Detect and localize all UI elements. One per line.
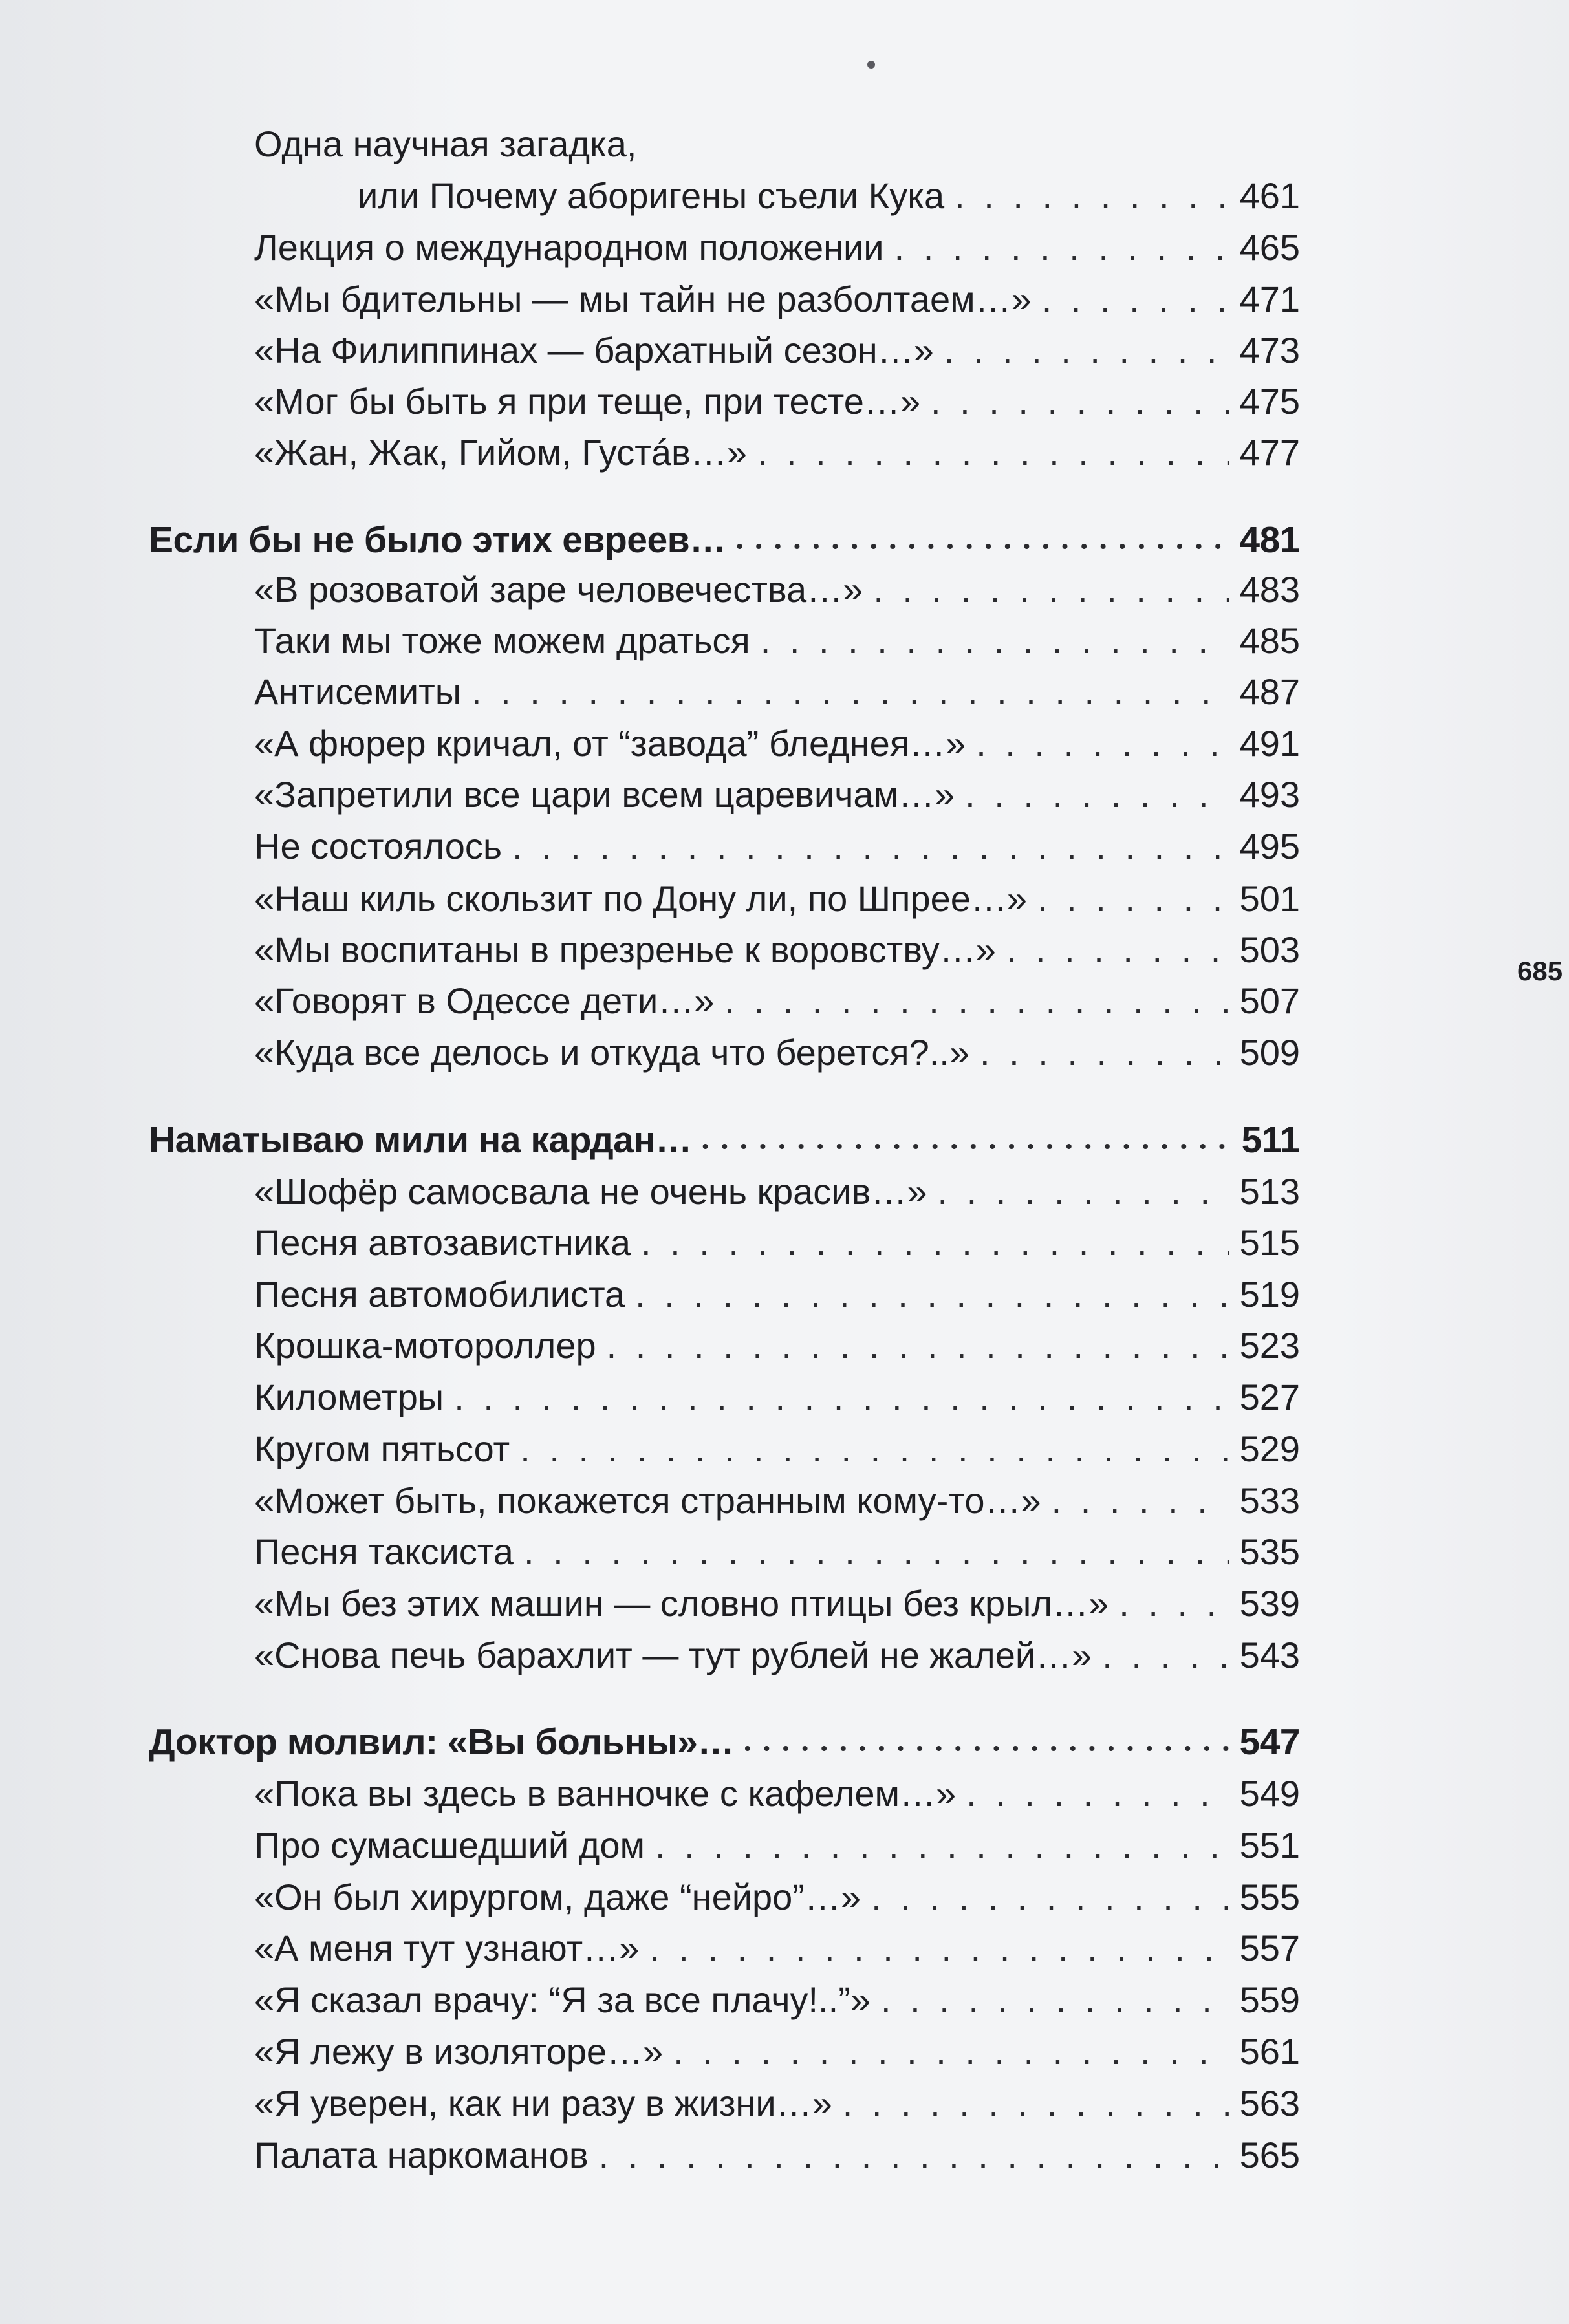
toc-entry xyxy=(254,718,1300,769)
toc-entry-title: «Снова печь барахлит — тут рублей не жалей…» xyxy=(254,1635,1092,1675)
toc-entry-page: 555 xyxy=(1239,1877,1300,1917)
toc-leader-dots xyxy=(599,2129,1229,2181)
toc-entry xyxy=(254,975,1300,1027)
toc-entry xyxy=(254,1027,1300,1079)
toc-entry-title: Песня таксиста xyxy=(254,1531,514,1572)
toc-entry-title: «Мы воспитаны в презренье к воровству…» xyxy=(254,929,996,970)
toc-section-title: Наматываю мили на кардан… xyxy=(149,1119,692,1161)
toc-leader-dots xyxy=(1006,924,1229,976)
toc-entry-title: Лекция о международном положении xyxy=(254,227,884,268)
toc-entry-page: 465 xyxy=(1239,227,1300,268)
toc-leader-dots xyxy=(937,1166,1229,1218)
toc-entry xyxy=(254,1526,1300,1578)
toc-entry-title: или Почему аборигены съели Кука xyxy=(358,175,945,216)
toc-entry xyxy=(254,1372,1300,1423)
toc-leader-dots xyxy=(673,2026,1229,2078)
toc-entry xyxy=(254,873,1300,925)
toc-entry-page: 561 xyxy=(1239,2031,1300,2072)
toc-leader-dots xyxy=(471,666,1229,718)
toc-entry-title: «Шофёр самосвала не очень красив…» xyxy=(254,1171,927,1212)
toc-leader-dots xyxy=(1102,1630,1229,1681)
toc-section-page: 511 xyxy=(1241,1119,1300,1161)
toc-entry xyxy=(254,274,1300,325)
toc-entry-title: «Я уверен, как ни разу в жизни…» xyxy=(254,2083,832,2124)
toc-entry-title: «Я лежу в изоляторе…» xyxy=(254,2031,664,2072)
toc-entry-title: Не состоялось xyxy=(254,826,503,866)
toc-leader-dots xyxy=(607,1320,1229,1372)
toc-entry xyxy=(254,325,1300,376)
toc-leader-dots xyxy=(512,821,1229,872)
toc-entry-page: 493 xyxy=(1239,774,1300,815)
toc-entry xyxy=(254,1217,1300,1269)
toc-entry-title: Таки мы тоже можем драться xyxy=(254,620,750,661)
toc-entry-title: Песня автомобилиста xyxy=(254,1274,625,1315)
toc-entry xyxy=(254,1166,1300,1218)
toc-entry-page: 509 xyxy=(1239,1032,1300,1073)
toc-section-title: Если бы не было этих евреев… xyxy=(149,519,726,561)
toc-leader-dots xyxy=(649,1922,1229,1974)
toc-section-heading xyxy=(149,514,1300,566)
toc-entry-page: 523 xyxy=(1239,1325,1300,1366)
toc-entry-title: Песня автозавистника xyxy=(254,1222,631,1263)
toc-leader-dots xyxy=(843,2078,1229,2129)
toc-entry xyxy=(254,1269,1300,1320)
toc-entry xyxy=(254,821,1300,872)
toc-entry-page: 559 xyxy=(1239,1979,1300,2020)
toc-entry-title: «Куда все делось и откуда что берется?..» xyxy=(254,1032,969,1073)
toc-entry-title: «Запретили все цари всем царевичам…» xyxy=(254,774,955,815)
toc-entry-title: Кругом пятьсот xyxy=(254,1428,510,1469)
toc-leader-dots xyxy=(655,1820,1229,1871)
toc-leader-dots xyxy=(761,615,1229,667)
toc-entry xyxy=(254,2078,1300,2129)
toc-entry-title: Про сумасшедший дом xyxy=(254,1825,645,1866)
toc-section-page: 481 xyxy=(1239,519,1300,561)
toc-entry-page: 551 xyxy=(1239,1825,1300,1866)
toc-entry-title: Антисемиты xyxy=(254,671,462,712)
toc-entry-title: «В розоватой заре человечества…» xyxy=(254,569,863,610)
toc-leader-dots xyxy=(1037,873,1229,925)
toc-entry xyxy=(254,924,1300,976)
toc-entry-title: «Наш киль скользит по Дону ли, по Шпрее…» xyxy=(254,878,1028,919)
toc-entry-title: «Жан, Жак, Гийом, Густáв…» xyxy=(254,432,747,473)
toc-leader-dots xyxy=(641,1217,1229,1269)
toc-entry xyxy=(254,1768,1300,1820)
toc-entry-title: «А меня тут узнают…» xyxy=(254,1928,640,1968)
toc-leader-dots xyxy=(454,1372,1229,1423)
toc-entry-title: Километры xyxy=(254,1377,444,1417)
toc-leader-dots xyxy=(944,325,1229,376)
toc-leader-dots xyxy=(965,769,1229,821)
toc-entry-title: Палата наркоманов xyxy=(254,2135,589,2175)
toc-entry-title: «На Филиппинах — бархатный сезон…» xyxy=(254,330,934,371)
toc-entry-page: 471 xyxy=(1239,279,1300,319)
toc-leader-dots xyxy=(881,1974,1229,2026)
toc-entry xyxy=(254,1578,1300,1630)
toc-entry-title-part1: Одна научная загадка, xyxy=(254,124,637,164)
toc-entry xyxy=(254,564,1300,616)
toc-entry-page: 495 xyxy=(1239,826,1300,866)
toc-entry-page: 533 xyxy=(1239,1480,1300,1521)
toc-leader-dots xyxy=(702,1114,1231,1172)
toc-entry xyxy=(254,427,1300,479)
toc-section-heading xyxy=(149,1716,1300,1768)
toc-entry-page: 539 xyxy=(1239,1583,1300,1624)
toc-entry-page: 563 xyxy=(1239,2083,1300,2124)
toc-leader-dots xyxy=(931,376,1229,427)
toc-section-title: Доктор молвил: «Вы больны»… xyxy=(149,1721,734,1763)
toc-entry-page: 473 xyxy=(1239,330,1300,371)
toc-leader-dots xyxy=(524,1526,1229,1578)
toc-entry-page: 475 xyxy=(1239,381,1300,422)
toc-entry-page: 565 xyxy=(1239,2135,1300,2175)
toc-leader-dots xyxy=(724,975,1229,1027)
toc-leader-dots xyxy=(871,1871,1229,1923)
toc-leader-dots xyxy=(1119,1578,1229,1630)
toc-entry-title: «Он был хирургом, даже “нейро”…» xyxy=(254,1877,861,1917)
toc-entry-page: 515 xyxy=(1239,1222,1300,1263)
toc-entry-page: 519 xyxy=(1239,1274,1300,1315)
toc-entry-title: «Мы без этих машин — словно птицы без крыл…» xyxy=(254,1583,1109,1624)
toc-leader-dots xyxy=(757,427,1229,479)
toc-entry-page: 461 xyxy=(1239,175,1300,216)
toc-entry-page: 501 xyxy=(1239,878,1300,919)
toc-entry xyxy=(254,769,1300,821)
toc-leader-dots xyxy=(1052,1475,1229,1527)
toc-entry-page: 483 xyxy=(1239,569,1300,610)
toc-entry-page: 507 xyxy=(1239,980,1300,1021)
toc-entry-page: 513 xyxy=(1239,1171,1300,1212)
toc-entry xyxy=(254,1630,1300,1681)
toc-entry-title: «Мы бдительны — мы тайн не разболтаем…» xyxy=(254,279,1032,319)
toc-entry-page: 491 xyxy=(1239,723,1300,764)
toc-entry-title: Крошка-мотороллер xyxy=(254,1325,596,1366)
toc-entry-page: 503 xyxy=(1239,929,1300,970)
toc-leader-dots xyxy=(1042,274,1229,325)
toc-entry-page: 549 xyxy=(1239,1773,1300,1814)
toc-leader-dots xyxy=(744,1716,1229,1774)
toc-entry xyxy=(254,1871,1300,1923)
toc-entry-page: 485 xyxy=(1239,620,1300,661)
toc-entry-page: 543 xyxy=(1239,1635,1300,1675)
toc-entry xyxy=(254,666,1300,718)
toc-entry xyxy=(254,222,1300,274)
toc-section-page: 547 xyxy=(1239,1721,1300,1763)
toc-entry-page: 557 xyxy=(1239,1928,1300,1968)
toc-entry xyxy=(254,2129,1300,2181)
toc-leader-dots xyxy=(520,1423,1229,1475)
toc-entry xyxy=(254,376,1300,427)
toc-entry-title: «Говорят в Одессе дети…» xyxy=(254,980,715,1021)
toc-entry-page: 477 xyxy=(1239,432,1300,473)
toc-entry-title: «Пока вы здесь в ванночке с кафелем…» xyxy=(254,1773,957,1814)
toc-entry xyxy=(254,1475,1300,1527)
toc-entry xyxy=(254,1974,1300,2026)
toc-entry-title: «А фюрер кричал, от “завода” бледнея…» xyxy=(254,723,966,764)
toc-leader-dots xyxy=(966,1768,1229,1820)
toc-entry-title: «Мог бы быть я при теще, при тесте…» xyxy=(254,381,920,422)
toc-entry xyxy=(254,1820,1300,1871)
toc-entry-title: «Может быть, покажется странным кому-то…» xyxy=(254,1480,1041,1521)
toc-leader-dots xyxy=(976,718,1229,769)
toc-entry xyxy=(254,615,1300,667)
toc-leader-dots xyxy=(894,222,1229,274)
toc-entry-page: 529 xyxy=(1239,1428,1300,1469)
toc-entry xyxy=(254,1320,1300,1372)
toc-entry-page: 527 xyxy=(1239,1377,1300,1417)
toc-entry xyxy=(254,1423,1300,1475)
toc-section-heading xyxy=(149,1114,1300,1166)
toc-entry xyxy=(254,1922,1300,1974)
toc-leader-dots xyxy=(980,1027,1229,1079)
toc-entry-title: «Я сказал врачу: “Я за все плачу!..”» xyxy=(254,1979,871,2020)
toc-entry-page: 535 xyxy=(1239,1531,1300,1572)
toc-entry-page: 487 xyxy=(1239,671,1300,712)
toc-entry xyxy=(254,2026,1300,2078)
page-number: 685 xyxy=(1517,956,1563,986)
toc-leader-dots xyxy=(635,1269,1229,1320)
toc-leader-dots xyxy=(873,564,1229,616)
